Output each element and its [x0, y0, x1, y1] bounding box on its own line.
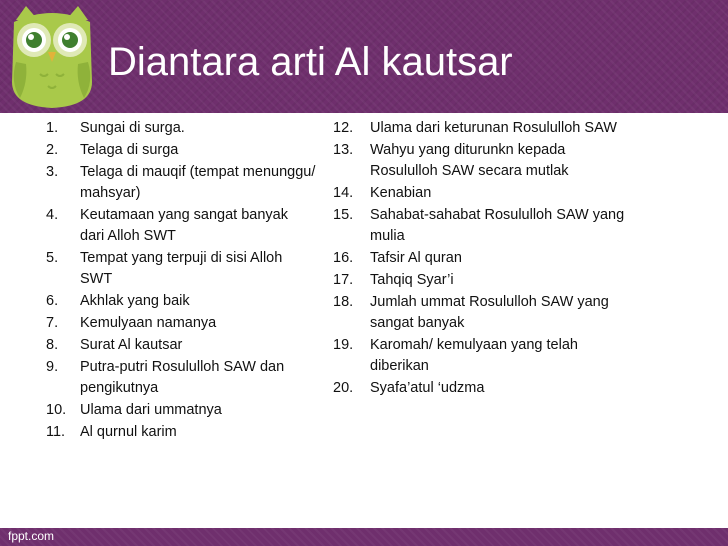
item-number: 18. — [333, 294, 354, 310]
item-text: Jumlah ummat Rosululloh SAW yang sangat banyak — [370, 294, 609, 331]
list-item — [46, 357, 316, 399]
item-number: 4. — [46, 207, 59, 223]
item-text: Kemulyaan namanya — [80, 315, 217, 331]
list-item — [333, 140, 633, 182]
item-number: 7. — [46, 315, 59, 331]
item-number: 16. — [333, 250, 354, 266]
item-text: Tahqiq Syar’i — [370, 272, 454, 288]
item-text: Al qurnul karim — [80, 424, 177, 440]
list-item — [333, 205, 633, 247]
list-item — [333, 118, 633, 139]
item-number: 5. — [46, 250, 59, 266]
item-text: Tafsir Al quran — [370, 250, 462, 266]
item-text: Ulama dari keturunan Rosululloh SAW — [370, 120, 617, 136]
list-item — [46, 140, 316, 161]
numbered-list-right — [333, 118, 633, 400]
item-text: Kenabian — [370, 185, 432, 201]
list-item — [46, 162, 316, 204]
slide-header — [0, 0, 728, 113]
list-item — [46, 335, 316, 356]
item-text: Wahyu yang diturunkn kepada Rosululloh SAW secara mutlak — [370, 142, 569, 179]
item-number: 19. — [333, 337, 354, 353]
item-text: Keutamaan yang sangat banyak dari Alloh SWT — [80, 207, 288, 244]
list-item — [333, 248, 633, 269]
item-text: Akhlak yang baik — [80, 293, 190, 309]
item-text: Putra-putri Rosululloh SAW dan pengikutnya — [80, 359, 285, 396]
item-number: 2. — [46, 142, 59, 158]
item-text: Ulama dari ummatnya — [80, 402, 222, 418]
item-number: 15. — [333, 207, 354, 223]
item-number: 17. — [333, 272, 354, 288]
list-item — [333, 183, 633, 204]
item-text: Telaga di mauqif (tempat menunggu/ mahsyar) — [80, 164, 316, 201]
list-item — [46, 118, 316, 139]
list-item — [46, 313, 316, 334]
list-item — [46, 291, 316, 312]
item-number: 6. — [46, 293, 59, 309]
slide-footer — [0, 528, 728, 546]
list-item — [333, 378, 633, 399]
item-number: 20. — [333, 380, 354, 396]
item-number: 8. — [46, 337, 59, 353]
item-number: 13. — [333, 142, 354, 158]
owl-icon — [6, 2, 98, 110]
numbered-list-left — [46, 118, 316, 444]
list-item — [333, 335, 633, 377]
list-item — [333, 292, 633, 334]
item-text: Tempat yang terpuji di sisi Alloh SWT — [80, 250, 283, 287]
item-number: 14. — [333, 185, 354, 201]
slide-title: Diantara arti Al kautsar — [108, 40, 513, 84]
item-number: 11. — [46, 424, 66, 440]
item-text: Sungai di surga. — [80, 120, 185, 136]
item-number: 10. — [46, 402, 67, 418]
item-number: 3. — [46, 164, 59, 180]
item-text: Syafa’atul ‘udzma — [370, 380, 485, 396]
list-item — [46, 248, 316, 290]
item-number: 1. — [46, 120, 59, 136]
footer-brand: fppt.com — [8, 529, 55, 543]
item-text: Telaga di surga — [80, 142, 179, 158]
item-text: Surat Al kautsar — [80, 337, 183, 353]
item-number: 12. — [333, 120, 354, 136]
item-text: Karomah/ kemulyaan yang telah diberikan — [370, 337, 578, 374]
list-item — [333, 270, 633, 291]
list-item — [46, 205, 316, 247]
list-item — [46, 422, 316, 443]
item-number: 9. — [46, 359, 59, 375]
item-text: Sahabat-sahabat Rosululloh SAW yang mulia — [370, 207, 625, 244]
list-item — [46, 400, 316, 421]
